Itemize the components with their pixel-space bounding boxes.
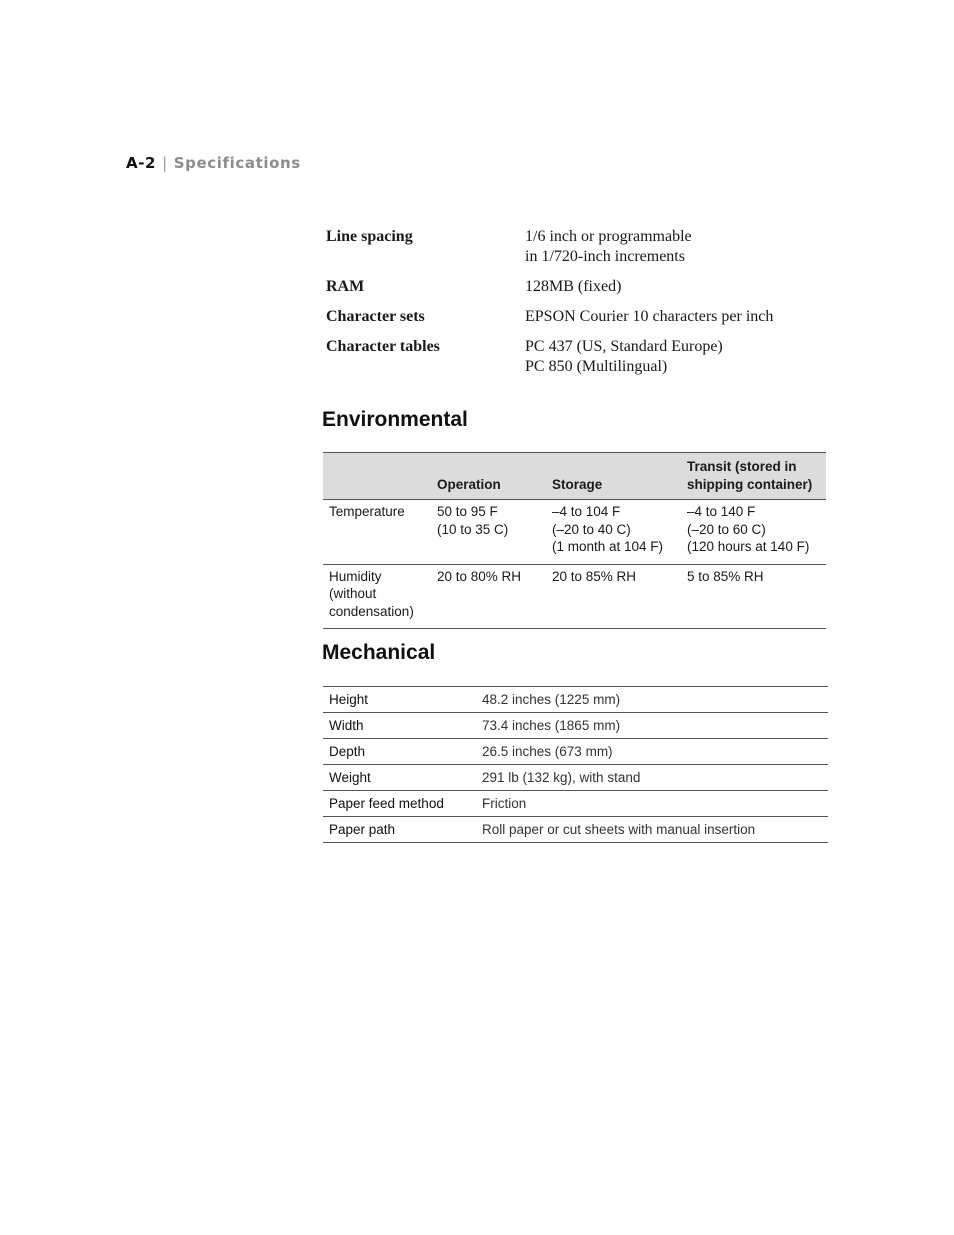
header-separator: | [162, 154, 168, 172]
column-header-transit: Transit (stored in shipping container) [681, 453, 826, 500]
spec-definition-line: PC 850 (Multilingual) [525, 358, 668, 375]
storage-cell [546, 564, 681, 629]
cell-line: 20 to 85% RH [552, 568, 637, 584]
cell-line: 5 to 85% RH [687, 568, 764, 584]
spec-definition [525, 337, 826, 377]
spec-row-character-tables [326, 337, 826, 377]
row-label: Weight [323, 765, 476, 791]
spec-definition [525, 307, 826, 327]
row-value: 26.5 inches (673 mm) [476, 739, 828, 765]
spec-definition-line: in 1/720-inch increments [525, 248, 685, 265]
row-value: 291 lb (132 kg), with stand [476, 765, 828, 791]
section-title: Specifications [173, 154, 301, 172]
running-head [126, 154, 301, 172]
transit-cell [681, 500, 826, 565]
spec-term: RAM [326, 278, 365, 295]
column-header-operation: Operation [431, 453, 546, 500]
cell-line: (120 hours at 140 F) [687, 539, 810, 554]
column-header-storage: Storage [546, 453, 681, 500]
environmental-heading: Environmental [322, 408, 468, 431]
table-row [323, 765, 828, 791]
row-value: Friction [476, 791, 828, 817]
table-row [323, 687, 828, 713]
spec-definition-line: EPSON Courier 10 characters per inch [525, 308, 774, 325]
row-value: Roll paper or cut sheets with manual insertion [476, 817, 828, 843]
operation-cell [431, 564, 546, 629]
row-label: Paper feed method [323, 791, 476, 817]
table-row [323, 713, 828, 739]
row-label: Temperature [323, 500, 431, 565]
table-header-row [323, 453, 826, 500]
cell-line: 50 to 95 F [437, 504, 498, 519]
spec-list [326, 227, 826, 387]
spec-definition [525, 227, 826, 267]
row-value: 48.2 inches (1225 mm) [476, 687, 828, 713]
cell-line: –4 to 104 F [552, 504, 621, 519]
table-row [323, 791, 828, 817]
row-label: Height [323, 687, 476, 713]
cell-line: (–20 to 40 C) [552, 521, 631, 537]
mechanical-table [323, 686, 828, 843]
storage-cell [546, 500, 681, 565]
cell-line: –4 to 140 F [687, 504, 756, 519]
spec-row-ram [326, 277, 826, 297]
row-label: Humidity (without condensation) [323, 564, 431, 629]
spec-row-character-sets [326, 307, 826, 327]
page-number: A-2 [126, 154, 157, 172]
table-row [323, 739, 828, 765]
operation-cell [431, 500, 546, 565]
spec-definition-line: 128MB (fixed) [525, 278, 622, 295]
row-label: Depth [323, 739, 476, 765]
spec-row-line-spacing [326, 227, 826, 267]
row-label: Width [323, 713, 476, 739]
table-row [323, 564, 826, 629]
spec-term: Character tables [326, 338, 440, 355]
environmental-table [323, 452, 826, 629]
cell-line: (10 to 35 C) [437, 521, 509, 537]
spec-definition [525, 277, 826, 297]
row-label: Paper path [323, 817, 476, 843]
spec-term: Line spacing [326, 228, 413, 245]
cell-line: 20 to 80% RH [437, 568, 522, 584]
row-value: 73.4 inches (1865 mm) [476, 713, 828, 739]
cell-line: (–20 to 60 C) [687, 521, 766, 537]
mechanical-heading: Mechanical [322, 641, 436, 664]
table-row [323, 500, 826, 565]
transit-cell [681, 564, 826, 629]
table-row [323, 817, 828, 843]
spec-definition-line: PC 437 (US, Standard Europe) [525, 338, 723, 355]
column-header-blank [323, 453, 431, 500]
spec-term: Character sets [326, 308, 425, 325]
spec-definition-line: 1/6 inch or programmable [525, 228, 692, 245]
cell-line: (1 month at 104 F) [552, 539, 664, 554]
